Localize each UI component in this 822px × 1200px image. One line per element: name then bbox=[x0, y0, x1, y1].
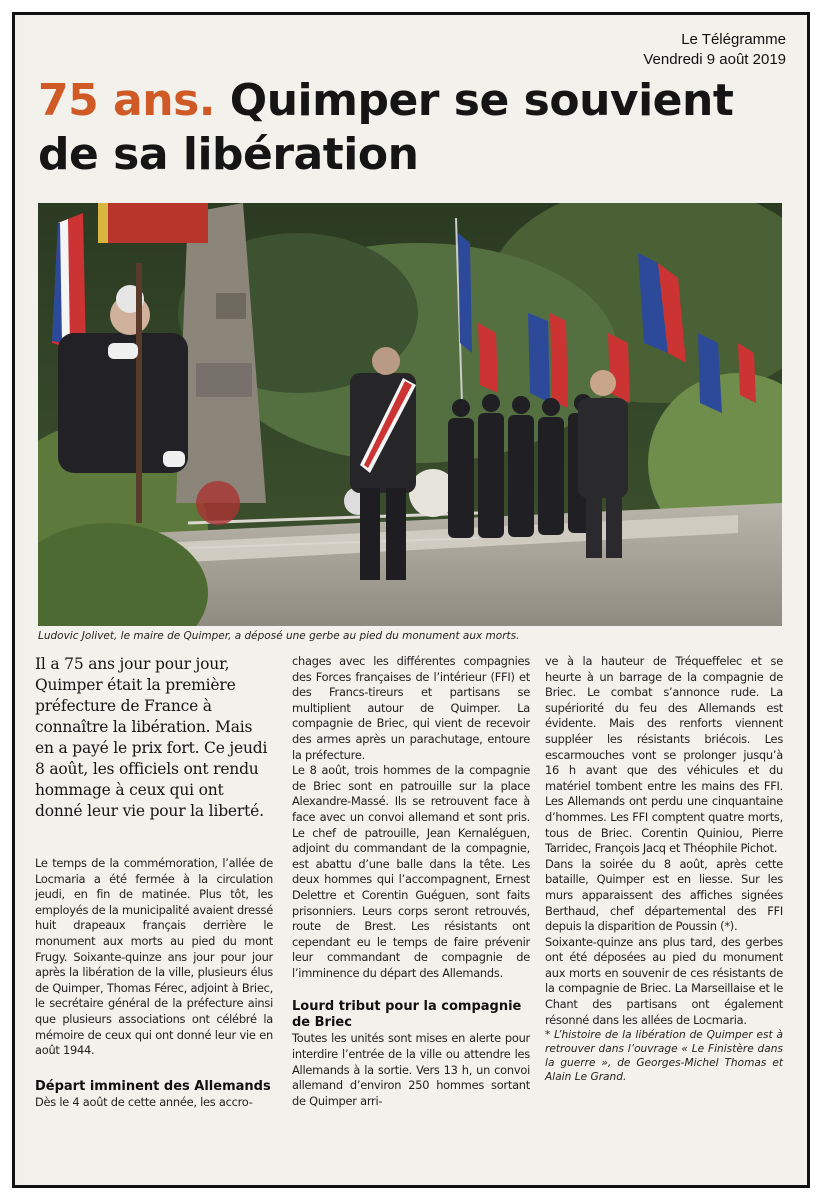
article-paragraph: Le 8 août, trois hommes de la compagnie de Briec sont en patrouille sur la place Alexandre-Massé. Ils se retrouvent face à face avec un convoi allemand et sont pris. Le chef de patrouille, Jean Kernaléguen, adjoint du commandant de la compagnie, est abattu d’une balle dans la tête. Les deux hommes qui l’accompagnent, Ernest Delettre et Corentin Guéguen, sont faits prisonniers. Leurs corps seront retrouvés, route de Brest. Les résistants ont cependant eu le temps de faire prévenir leur commandant de compagnie de l’imminence du départ des Allemands. bbox=[292, 763, 530, 980]
publication-name: Le Télégramme bbox=[681, 31, 786, 48]
article-paragraph: Le temps de la commémoration, l’allée de Locmaria a été fermée à la circulation jeudi, en fin de matinée. Plus tôt, les employés de la municipalité avaient dressé huit drapeaux français derrière le monument aux morts au pied du mont Frugy. Soixante-quinze ans jour pour jour après la libération de la ville, plusieurs élus de Quimper, Thomas Férec, adjoint à Briec, le secrétaire général de la préfecture ainsi que plusieurs associations ont célébré la mémoire de ceux qui ont donné leur vie en août 1944. bbox=[35, 856, 273, 1058]
headline-line2: de sa libération bbox=[38, 129, 419, 180]
headline-accent: 75 ans. bbox=[38, 75, 215, 126]
article-footnote: * L’histoire de la libération de Quimper est à retrouver dans l’ouvrage « Le Finistère dans la guerre », de Georges-Michel Thomas et Alain Le Grand. bbox=[545, 1029, 783, 1084]
headline bbox=[38, 74, 778, 182]
article-column-1 bbox=[35, 654, 273, 1110]
publication-date: Vendredi 9 août 2019 bbox=[643, 51, 786, 68]
article-column-3 bbox=[545, 654, 783, 1084]
article-lead: Il a 75 ans jour pour jour, Quimper était la première préfecture de France à connaître la libération. Mais en a payé le prix fort. Ce jeudi 8 août, les officiels ont rendu hommage à ceux qui ont donné leur vie pour la liberté. bbox=[35, 655, 268, 820]
article-paragraph: Dès le 4 août de cette année, les accro- bbox=[35, 1094, 253, 1109]
article-paragraph: Soixante-quinze ans plus tard, des gerbes ont été déposées au pied du monument aux morts en souvenir de ces résistants de la compagnie de Briec. La Marseillaise et le Chant des partisans ont également résonné dans les allées de Locmaria. bbox=[545, 934, 783, 1027]
article-paragraph: chages avec les différentes compagnies des Forces françaises de l’intérieur (FFI) et des Francs-tireurs et partisans se multiplient autour de Quimper. La compagnie de Briec, qui vient de recevoir des armes après un parachutage, entoure la préfecture. bbox=[292, 654, 530, 762]
article-paragraph: Dans la soirée du 8 août, après cette bataille, Quimper est en liesse. Sur les murs apparaissent des affiches signées Berthaud, chef départemental des FFI depuis la disparition de Poussin (*). bbox=[545, 856, 783, 934]
section-heading-tribut: Lourd tribut pour la compagnie de Briec bbox=[292, 999, 522, 1031]
article-photo bbox=[38, 203, 782, 626]
ceremony-photo bbox=[38, 203, 782, 626]
section-heading-depart: Départ imminent des Allemands bbox=[35, 1078, 271, 1094]
article-paragraph: Toutes les unités sont mises en alerte pour interdire l’entrée de la ville ou attendre les Allemands à la sortie. Vers 13 h, un convoi allemand d’environ 250 hommes sortant de Quimper arri- bbox=[292, 1031, 530, 1108]
headline-line1: Quimper se souvient bbox=[229, 75, 734, 126]
source-info bbox=[643, 30, 786, 70]
photo-caption: Ludovic Jolivet, le maire de Quimper, a déposé une gerbe au pied du monument aux morts. bbox=[38, 630, 520, 642]
article-column-2 bbox=[292, 654, 530, 1109]
article-paragraph: ve à la hauteur de Tréqueffelec et se heurte à un barrage de la compagnie de Briec. Le combat s’annonce rude. La supériorité du feu des Allemands est évidente. Mais des renforts viennent suppléer les résistants briécois. Les escarmouches vont se prolonger jusqu’à 16 h avant que des véhicules et du matériel tombent entre les mains des FFI. Les Allemands ont perdu une cinquantaine d’hommes. Les FFI comptent quatre morts, tous de Briec. Corentin Quiniou, Pierre Tarridec, François Jacq et Théophile Pichot. bbox=[545, 654, 783, 856]
